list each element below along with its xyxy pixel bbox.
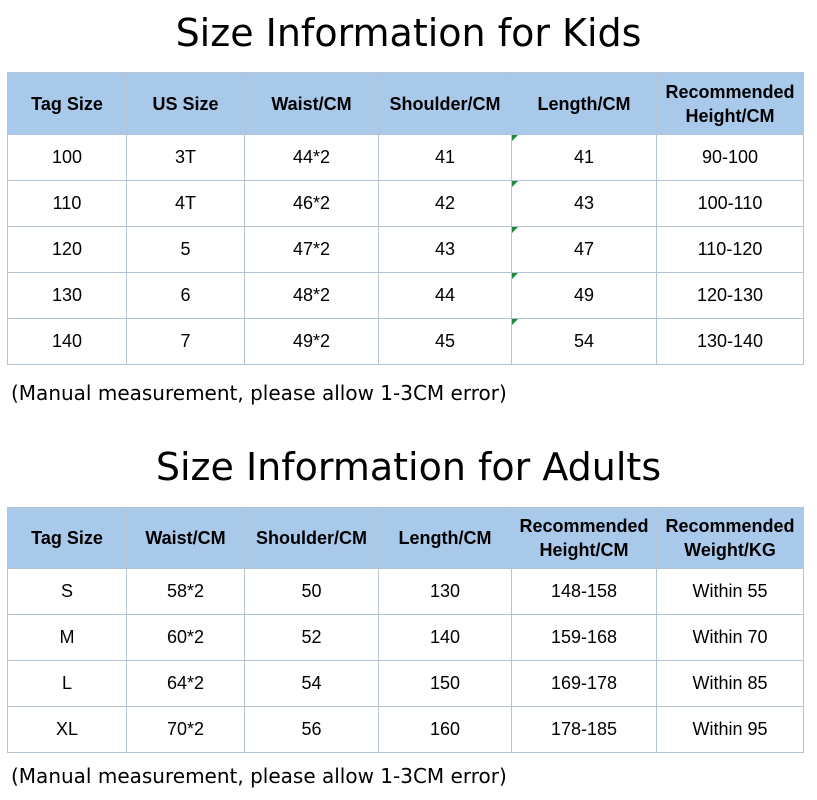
kids-cell-height: 90-100: [657, 135, 804, 181]
adults-cell-waist: 64*2: [127, 661, 245, 707]
adults-cell-length: 130: [379, 569, 512, 615]
adults-header-waist: Waist/CM: [127, 508, 245, 569]
adults-cell-height: 169-178: [512, 661, 657, 707]
adults-cell-waist: 60*2: [127, 615, 245, 661]
kids-cell-shoulder: 42: [379, 181, 512, 227]
kids-cell-length: 47: [512, 227, 657, 273]
adults-header-tag-size: Tag Size: [8, 508, 127, 569]
adults-cell-tag-size: S: [8, 569, 127, 615]
kids-cell-us-size: 6: [127, 273, 245, 319]
adults-cell-tag-size: XL: [8, 707, 127, 753]
adults-cell-shoulder: 56: [245, 707, 379, 753]
kids-cell-shoulder: 44: [379, 273, 512, 319]
adults-cell-length: 160: [379, 707, 512, 753]
kids-cell-waist: 46*2: [245, 181, 379, 227]
adults-cell-length: 140: [379, 615, 512, 661]
kids-cell-height: 110-120: [657, 227, 804, 273]
kids-cell-us-size: 3T: [127, 135, 245, 181]
table-row: [8, 181, 804, 227]
kids-cell-tag-size: 110: [8, 181, 127, 227]
kids-measurement-note: (Manual measurement, please allow 1-3CM error): [11, 381, 507, 405]
adults-cell-weight: Within 95: [657, 707, 804, 753]
kids-cell-us-size: 7: [127, 319, 245, 365]
kids-size-table: [7, 72, 804, 365]
kids-cell-length: 43: [512, 181, 657, 227]
table-row: [8, 135, 804, 181]
adults-cell-weight: Within 85: [657, 661, 804, 707]
adults-cell-length: 150: [379, 661, 512, 707]
kids-header-length: Length/CM: [512, 73, 657, 135]
adults-cell-tag-size: M: [8, 615, 127, 661]
adults-cell-height: 159-168: [512, 615, 657, 661]
kids-cell-shoulder: 45: [379, 319, 512, 365]
kids-cell-waist: 47*2: [245, 227, 379, 273]
adults-cell-waist: 70*2: [127, 707, 245, 753]
adults-cell-shoulder: 54: [245, 661, 379, 707]
kids-cell-us-size: 4T: [127, 181, 245, 227]
adults-size-title: Size Information for Adults: [155, 445, 662, 489]
table-row: [8, 227, 804, 273]
adults-cell-tag-size: L: [8, 661, 127, 707]
kids-cell-height: 120-130: [657, 273, 804, 319]
kids-header-row: [8, 73, 804, 135]
kids-header-tag-size: Tag Size: [8, 73, 127, 135]
kids-cell-length: 54: [512, 319, 657, 365]
kids-header-height: Recommended Height/CM: [657, 73, 804, 135]
kids-cell-shoulder: 43: [379, 227, 512, 273]
kids-cell-height: 130-140: [657, 319, 804, 365]
adults-cell-height: 178-185: [512, 707, 657, 753]
adults-header-length: Length/CM: [379, 508, 512, 569]
table-row: [8, 661, 804, 707]
table-row: [8, 615, 804, 661]
adults-header-weight: Recommended Weight/KG: [657, 508, 804, 569]
kids-cell-tag-size: 100: [8, 135, 127, 181]
kids-cell-tag-size: 130: [8, 273, 127, 319]
kids-cell-tag-size: 120: [8, 227, 127, 273]
kids-size-title: Size Information for Kids: [175, 11, 642, 55]
kids-cell-height: 100-110: [657, 181, 804, 227]
kids-cell-waist: 48*2: [245, 273, 379, 319]
kids-cell-waist: 49*2: [245, 319, 379, 365]
kids-cell-tag-size: 140: [8, 319, 127, 365]
adults-cell-weight: Within 55: [657, 569, 804, 615]
table-row: [8, 569, 804, 615]
adults-cell-shoulder: 52: [245, 615, 379, 661]
kids-header-us-size: US Size: [127, 73, 245, 135]
adults-header-shoulder: Shoulder/CM: [245, 508, 379, 569]
adults-size-table: [7, 507, 804, 753]
table-row: [8, 707, 804, 753]
kids-cell-us-size: 5: [127, 227, 245, 273]
kids-cell-waist: 44*2: [245, 135, 379, 181]
adults-cell-shoulder: 50: [245, 569, 379, 615]
adults-cell-waist: 58*2: [127, 569, 245, 615]
table-row: [8, 273, 804, 319]
adults-header-row: [8, 508, 804, 569]
kids-header-shoulder: Shoulder/CM: [379, 73, 512, 135]
adults-header-height: Recommended Height/CM: [512, 508, 657, 569]
adults-measurement-note: (Manual measurement, please allow 1-3CM error): [11, 764, 507, 788]
kids-cell-shoulder: 41: [379, 135, 512, 181]
kids-header-waist: Waist/CM: [245, 73, 379, 135]
kids-cell-length: 41: [512, 135, 657, 181]
adults-cell-weight: Within 70: [657, 615, 804, 661]
kids-cell-length: 49: [512, 273, 657, 319]
table-row: [8, 319, 804, 365]
adults-cell-height: 148-158: [512, 569, 657, 615]
